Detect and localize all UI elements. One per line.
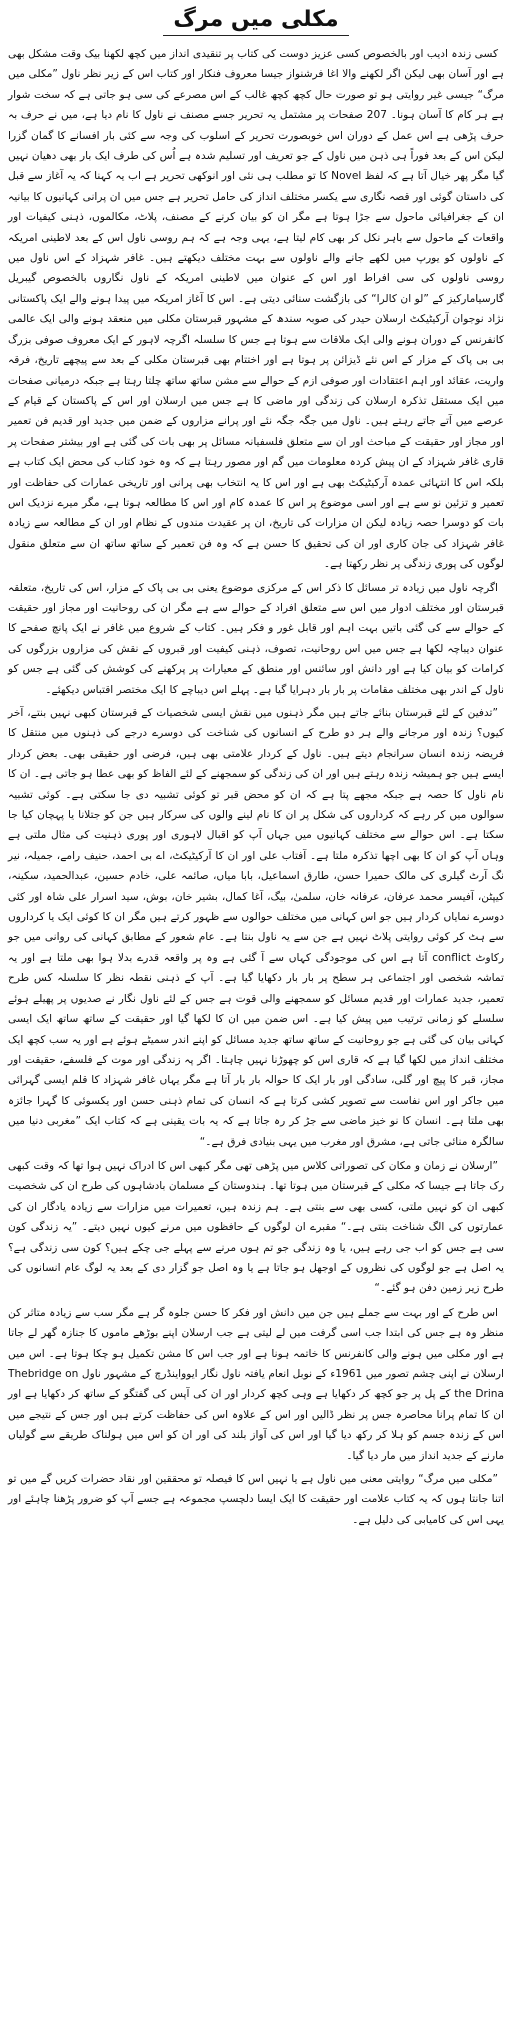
article-paragraph: کسی زندہ ادیب اور بالخصوص کسی عزیز دوست کی کتاب پر تنقیدی انداز میں کچھ لکھنا بیک وقت مشکل بھی ہے اور آسان بھی لیکن اگر لکھنے والا اغا فرشنواز جیسا معروف فنکار اور کتاب اس کے زیر نظر ناول ”مکلی میں مرگ“ جیسی غیر روایتی ہو تو صورت حال کچھ کچھ غالب کے اس مصرعے کی سی ہو جاتی ہے کہ سخت شوار ہے ہر کام کا آسان ہونا۔ 207 صفحات پر مشتمل یہ تحریر جسے مصنف نے ناول کا نام دیا ہے، میں نے حرف بہ حرف پڑھی ہے اس عمل کے دوران اس خوبصورت تحریر کے اسلوب کی وجہ سے کئی بار افسانے کا گمان گزرا لیکن اس کے بعد فوراً ہی ذہن میں ناول کے جو تعریف اور تسلیم شدہ ہے اُس کی طرف ایک بار بھی دھیان نہیں گیا مگر پھر خیال آتا ہے کہ لفظ Novel کا تو مطلب ہی نئی اور انوکھی تحریر ہے اب یہ کہنا کہ یہ آغاز سے قبل کی داستان گوئی اور قصہ نگاری سے یکسر مختلف انداز کی حامل تحریر ہے جس میں ان پرانی کہانیوں کا بیانیہ ان کے جغرافیائی ماحول سے جڑا ہوتا ہے مگر ان کو بیان کرنے کے مصنف، پلاٹ، مکالموں، ذہنی کیفیات اور واقعات کے ماحول سے باہر نکل کر بھی کام لیتا ہے، یہی وجہ ہے کہ ہم روسی ناول اس کے بعد لاطینی امریکہ کے ناولوں کو یورپ میں لکھے جانے والے ناولوں سے بہت مختلف دیکھتے ہیں۔ غافر شہزاد کے اس ناول میں روسی ناولوں کی سی افراط اور اس کے عنوان میں لاطینی امریکہ کے ناول نگاروں بالخصوص گیبریل گارسیامارکیز کے ”لو ان کالرا“ کی بازگشت سنائی دیتی ہے۔ اس کا آغاز امریکہ میں پیدا ہونے والے ایک پاکستانی نژاد نوجوان آرکیٹیکٹ ارسلان حیدر کی صوبہ سندھ کے مشہور قبرستان مکلی میں منعقد ہونے والی ایک عالمی کانفرنس کے دوران ہونے والی ایک ملاقات سے ہوتا ہے جس کا سلسلہ اگرچہ لاہور کے ایک معروف صوفی بزرگ بی بی پاک کے مزار کے اس نئے ڈیزائن پر ہوتا ہے اور اختتام بھی قبرستان مکلی کے بعد سے پیچھے تاریخ، فرقہ واریت، عقائد اور اہم اعتقادات اور صوفی ازم کے حوالے سے مشن ساتھ ساتھ چلتا رہتا ہے جبکہ درمیانی صفحات میں ایک مستقل تذکرہ ارسلان کی زندگی اور ماضی کا ہے جس میں ارسلان اور اس کے پاکستان کے قیام کے عرصے میں آتے جاتے رہتے ہیں۔ ناول میں جگہ جگہ نئے اور پرانے مزاروں کے ضمن میں جدید اور قدیم فن تعمیر اور مجاز اور حقیقت کے مباحث اور ان سے متعلق فلسفیانہ مسائل پر بھی بات کی گئی ہے اور بیشتر صفحات پر قاری غافر شہزاد کے ان پیش کردہ معلومات میں گم اور مصور رہتا ہے کہ وہ خود کتاب کی محض ایک کتاب ہے بلکہ اس کا انتہائی عمدہ آرکیٹیکٹ بھی ہے اور اس کا یہ انتخاب بھی پرانی اور تاریخی عمارات کی حفاظت اور تعمیر و تزئین نو سے ہے اور اسی موضوع پر اس کا عمدہ کام اور اس کا مطالعہ ہوتا ہے، مگر میرے نزدیک اس بات کو دوسرا حصہ زیادہ لیکن ان مزارات کی تاریخ، ان پر عقیدت مندوں کے نظام اور ان کے مطالعہ سے زیادہ غافر شہزاد کی جان کاری اور ان کی تحقیق کا حسن ہے کہ وہ فن تعمیر کے ساتھ ساتھ ان سے متعلق منقول لوگوں کی پوری زندگی پر نظر رکھتا ہے۔: [8, 48, 504, 571]
article-paragraph: ”مکلی میں مرگ“ روایتی معنی میں ناول ہے یا نہیں اس کا فیصلہ تو محققین اور نقاد حضرات کریں گے میں تو اتنا جانتا ہوں کہ یہ کتاب علامت اور حقیقت کا ایک ایسا دلچسپ مجموعہ ہے جسے آپ کو ضرور پڑھنا چاہئے اور یہی اس کی کامیابی کی دلیل ہے۔: [8, 1473, 504, 1526]
article-quote: ”ارسلان نے زمان و مکان کی تصوراتی کلاس میں پڑھی تھی مگر کبھی اس کا ادراک نہیں ہوا تھا کہ وقت کبھی رک جاتا ہے جیسا کہ مکلی کے قبرستان میں ہوتا تھا۔ ہندوستان کے مسلمان بادشاہوں کی طرح ان کی شخصیت کبھی ان کو نہیں ملتی، کسی بھی سے بنتی ہے۔ ہم زندہ ہیں، تعمیرات میں مزارات سے زیادہ یادگار ان کی عمارتوں کی الگ شناخت بنتی ہے۔“ مقبرے ان لوگوں کے حافظوں میں مرنے کیوں نہیں دیتے۔ ”یہ زندگی کون سی ہے جس کو اب جی رہے ہیں، یا وہ زندگی جو تم ہوں مرنے سے پہلے جی چکے ہیں؟ کون سی زندگی ہے؟ یہ اصل ہے جو لوگوں کی نظروں کے اوجھل ہو جاتا ہے یا وہ اصل جو گزار دی کے بعد یہ لوگ عام انسانوں کی طرح زیر زمین دفن ہو گئے۔“: [8, 1159, 504, 1295]
article-body: [8, 44, 504, 1530]
article-quote: ”تدفین کے لئے قبرستان بنائے جاتے ہیں مگر ذہنوں میں نقش ایسی شخصیات کے قبرستان کبھی نہیں بنتے، آخر کیوں؟ زندہ اور مرجانے والے ہر دو طرح کے انسانوں کی شناخت کی دوسرے درجے کی ذہنوں میں منتقل کا فریضہ زندہ انسان سرانجام دیتے ہیں۔ ناول کے کردار علامتی بھی ہیں، فرضی اور حقیقی بھی۔ بعض کردار ایسے ہیں جو ہمیشہ زندہ رہتے ہیں اور ان کی زندگی کو سمجھنے کے لئے الفاظ کو بھی عطا ہو جاتی ہے۔ ان کا نام ناول کا حصہ ہے جبکہ مجھے پتا ہے کہ ان کو محض قبر تو کوئی تشبیہ دی جا سکتی ہے۔ کوئی تشبیہ سوالوں میں کر رہے کہ کرداروں کی شکل پر ان کا نام لینے والوں کی سرکار ہیں جن کو جتلانا یا پہچان کیا جا سکتا ہے۔ اس حوالے سے مختلف کہانیوں میں جہاں آپ کو اقبال لاہوری اور پوری ذہنیت کی مثال ملتی ہے وہاں آپ کو ان کا بھی اچھا تذکرہ ملتا ہے۔ آفتاب علی اور ان کا آرکیٹیکٹ، اے بی احمد، حنیف رامے، جمیلہ، نیر نگ آرٹ گیلری کی مالک حمیرا حسن، طارق اسماعیل، بابا میاں، صائمہ علی، خادم حسین، عبدالحمید، سکینہ، کیپٹن، آفیسر محمد عرفان، عرفانہ خان، سلمیٰ، بیگ، آغا کمال، بشیر خان، بوش، سید اسرار علی شاہ اور کئی دوسرے نمایاں کردار ہیں جو اس کہانی میں مختلف حوالوں سے ظہور کرتے ہیں مگر ان کا کوئی ایک یا کرداروں سے ہٹ کر کوئی روایتی پلاٹ نہیں ہے جن سے یہ ناول بنتا ہے۔ عام شعور کے مطابق کہانی کی روانی میں جو رکاوٹ conflict آتا ہے اس کی موجودگی کہاں سے آ گئی ہے وہ پر واقعہ قدرے بدلا ہوا بھی ملتا ہے اور یہ تماشہ شخصی اور اجتماعی ہر سطح پر بار بار دکھایا گیا ہے۔ آپ کے ذہنی نقطہ نظر کا سلسلہ کس طرح تعمیر، جدید عمارات اور قدیم مسائل کو سمجھنے والی قوت ہے جس کے لئے ناول نگار نے صدیوں پر پھیلے ہوئے سلسلے کو زمانی ترتیب میں پیش کیا ہے۔ اس ضمن میں ان کا لکھا گیا اور حقیقت کے ساتھ ساتھ ایک ایسی کہانی بیان کی گئی ہے جو روحانیت کے ساتھ ساتھ جدید مسائل کو اپنے اندر سمیٹے ہوئے ہے اور یہ سب کچھ ایک مختلف انداز میں لکھا گیا ہے کہ قاری اس کو چھوڑنا نہیں چاہتا۔ اگر پہ زندگی اور موت کے فلسفے، حقیقت اور مجاز، قبر کا پیچ اور گلی، سادگی اور بار ایک کا حوالہ بار بار آتا ہے مگر یہاں غافر شہزاد کا قلم ایسی گہرائی میں جاکر اور اس نفاست سے تصویر کشی کرتا ہے کہ انسان کی تمام ذہنی حسن اور یکسوئی کا گہرا جائزہ بھی ملتا ہے۔ انسان کا نو خیز ماضی سے جڑ کر رہ جاتا ہے کہ یہ بات یقینی ہے کہ کتاب ایک ”مغربی دنیا میں سالگرہ منائی جاتی ہے، مشرق اور مغرب میں یہی بنیادی فرق ہے۔“: [8, 707, 504, 1148]
article-paragraph: اگرچہ ناول میں زیادہ تر مسائل کا ذکر اس کے مرکزی موضوع یعنی بی بی پاک کے مزار، اس کی تاریخ، متعلقہ قبرستان اور مختلف ادوار میں اس سے متعلق افراد کے حوالے سے ہے مگر ان کی روحانیت اور مجاز اور حقیقت کے حوالے سے کی گئی باتیں بہت اہم اور قابل غور و فکر ہیں۔ کتاب کے شروع میں غافر نے ایک پانچ صفحے کا عنوان دیباچہ لکھا ہے جس میں اس روحانیت، تصوف، ذہنی کیفیت اور قبروں کے نقش کی مزاروں بزرگوں کی کرامات کو بیان کیا ہے اور دانش اور سائنس اور منطق کے معیارات پر پرکھنے کی کوشش کی گئی ہے جس کو ناول کے اندر بھی مختلف مقامات پر بار بار دہرایا گیا ہے۔ پہلے اس دیباچے کا ایک مختصر اقتباس دیکھئے۔: [8, 581, 504, 696]
article-paragraph: اس طرح کے اور بہت سے جملے ہیں جن میں دانش اور فکر کا حسن جلوہ گر ہے مگر سب سے زیادہ متاثر کن منظر وہ ہے جس کی ابتدا جب اسی گرفت میں لے لیتی ہے جب ارسلان اپنے بوڑھے ماموں کا جنازہ گھر لے جاتا ہے اور مکلی میں ہونے والی کانفرنس کا خاتمہ ہونا ہے اور جب اس کا مشن تکمیل ہو چکا ہوتا ہے۔ اس میں ارسلان نے اپنی چشم تصور میں 1961ء کے نوبل انعام یافتہ ناول نگار ایوواینڈرچ کے مشہور ناول Thebridge on the Drina کے پل پر جو کچھ کر دکھایا ہے وہی کچھ کردار اور ان کی آپس کی گفتگو کے ساتھ کر دکھایا ہے اور ان کا تمام پرانا محاصرہ جس پر نظر ڈالیں اور اس کے علاوہ اس کی حفاظت کرتے ہیں اور جس کے نتیجے میں اس کے زندہ جسم کو ہلا کر رکھ دیا گیا اور اس کی آواز بلند کی اور ان کو اس میں ہولناک طریقے سے گولیاں مارنے کے جدید انداز میں مار دیا گیا۔: [8, 1306, 504, 1462]
article-title: مکلی میں مرگ: [163, 5, 348, 36]
title-wrap: [8, 4, 504, 44]
